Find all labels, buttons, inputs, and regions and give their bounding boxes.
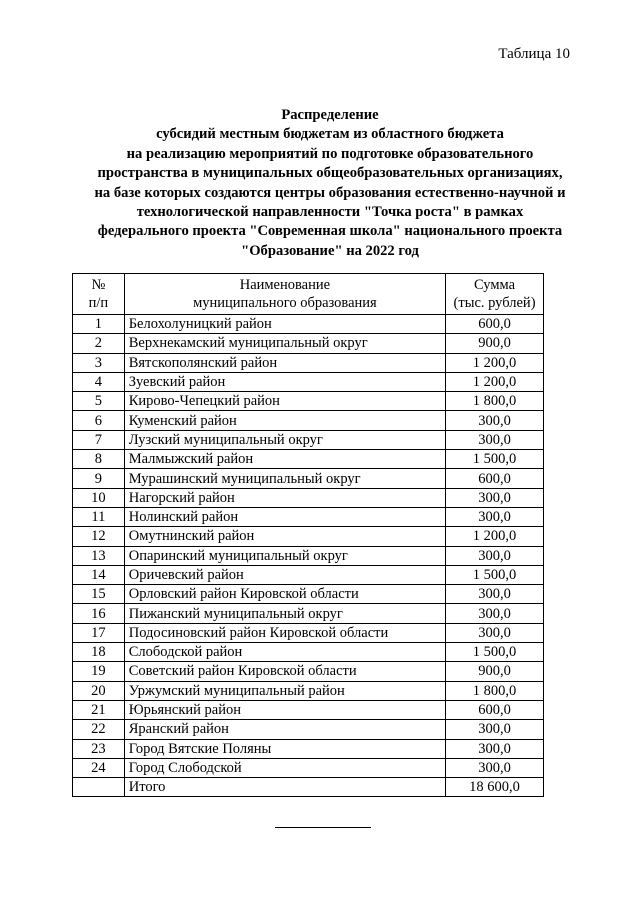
municipality-name-cell: Город Вятские Поляны: [124, 739, 445, 758]
subsidy-sum-cell: 1 500,0: [446, 450, 544, 469]
table-row: [73, 720, 544, 739]
row-number-cell: 14: [73, 565, 125, 584]
municipality-name-cell: Омутнинский район: [124, 527, 445, 546]
row-number-cell: 20: [73, 681, 125, 700]
table-row: [73, 430, 544, 449]
total-label-cell: Итого: [124, 778, 445, 797]
row-number-cell: 7: [73, 430, 125, 449]
municipality-name-cell: Малмыжский район: [124, 450, 445, 469]
title-line: технологической направленности "Точка роста" в рамках: [136, 204, 524, 221]
table-row: [73, 488, 544, 507]
table-row: [73, 469, 544, 488]
row-number-cell: 2: [73, 334, 125, 353]
table-row: [73, 546, 544, 565]
subsidy-sum-cell: 600,0: [446, 469, 544, 488]
table-number-label: Таблица 10: [498, 46, 570, 62]
municipality-name-cell: Слободской район: [124, 643, 445, 662]
title-line: субсидий местным бюджетам из областного бюджета: [156, 126, 504, 143]
table-row: [73, 565, 544, 584]
table-row: [73, 739, 544, 758]
total-sum-cell: 18 600,0: [446, 778, 544, 797]
subsidy-sum-cell: 1 500,0: [446, 643, 544, 662]
municipality-name-cell: Оричевский район: [124, 565, 445, 584]
column-header-number: № п/п: [73, 274, 125, 315]
subsidy-sum-cell: 900,0: [446, 662, 544, 681]
row-number-cell: 6: [73, 411, 125, 430]
subsidy-sum-cell: 1 200,0: [446, 372, 544, 391]
subsidy-sum-cell: 300,0: [446, 411, 544, 430]
column-header-name: Наименование муниципального образования: [124, 274, 445, 315]
row-number-cell: 10: [73, 488, 125, 507]
municipality-name-cell: Орловский район Кировской области: [124, 585, 445, 604]
table-row: [73, 604, 544, 623]
subsidy-sum-cell: 300,0: [446, 488, 544, 507]
municipality-name-cell: Город Слободской: [124, 758, 445, 777]
table-row: [73, 450, 544, 469]
subsidy-sum-cell: 300,0: [446, 739, 544, 758]
title-line: на базе которых создаются центры образования естественно-научной и: [94, 184, 566, 201]
table-total-row: [73, 778, 544, 797]
table-row: [73, 681, 544, 700]
subsidy-sum-cell: 300,0: [446, 430, 544, 449]
row-number-cell: 16: [73, 604, 125, 623]
table-row: [73, 372, 544, 391]
title-line: федерального проекта "Современная школа" национального проекта: [97, 223, 563, 240]
municipality-name-cell: Вятскополянский район: [124, 353, 445, 372]
municipality-name-cell: Нолинский район: [124, 507, 445, 526]
subsidy-sum-cell: 300,0: [446, 720, 544, 739]
municipality-name-cell: Куменский район: [124, 411, 445, 430]
table-row: [73, 585, 544, 604]
municipality-name-cell: Кирово-Чепецкий район: [124, 392, 445, 411]
total-number-cell: [73, 778, 125, 797]
subsidy-sum-cell: 1 800,0: [446, 681, 544, 700]
row-number-cell: 13: [73, 546, 125, 565]
row-number-cell: 23: [73, 739, 125, 758]
subsidy-sum-cell: 300,0: [446, 546, 544, 565]
subsidy-sum-cell: 300,0: [446, 507, 544, 526]
row-number-cell: 4: [73, 372, 125, 391]
municipality-name-cell: Мурашинский муниципальный округ: [124, 469, 445, 488]
municipality-name-cell: Юрьянский район: [124, 700, 445, 719]
row-number-cell: 9: [73, 469, 125, 488]
subsidy-distribution-table: [72, 273, 544, 797]
subsidy-sum-cell: 1 800,0: [446, 392, 544, 411]
row-number-cell: 22: [73, 720, 125, 739]
table-row: [73, 643, 544, 662]
municipality-name-cell: Лузский муниципальный округ: [124, 430, 445, 449]
subsidy-sum-cell: 1 500,0: [446, 565, 544, 584]
municipality-name-cell: Опаринский муниципальный округ: [124, 546, 445, 565]
subsidy-sum-cell: 1 200,0: [446, 353, 544, 372]
subsidy-sum-cell: 600,0: [446, 315, 544, 334]
row-number-cell: 5: [73, 392, 125, 411]
column-header-sum: Сумма (тыс. рублей): [446, 274, 544, 315]
municipality-name-cell: Яранский район: [124, 720, 445, 739]
table-row: [73, 700, 544, 719]
title-line: "Образование" на 2022 год: [241, 242, 419, 259]
row-number-cell: 19: [73, 662, 125, 681]
municipality-name-cell: Зуевский район: [124, 372, 445, 391]
row-number-cell: 1: [73, 315, 125, 334]
title-line: на реализацию мероприятий по подготовке образовательного: [126, 145, 534, 162]
municipality-name-cell: Верхнекамский муниципальный округ: [124, 334, 445, 353]
subsidy-sum-cell: 600,0: [446, 700, 544, 719]
row-number-cell: 24: [73, 758, 125, 777]
municipality-name-cell: Нагорский район: [124, 488, 445, 507]
table-row: [73, 334, 544, 353]
row-number-cell: 3: [73, 353, 125, 372]
subsidy-sum-cell: 300,0: [446, 604, 544, 623]
document-title: [60, 106, 600, 261]
row-number-cell: 21: [73, 700, 125, 719]
table-row: [73, 623, 544, 642]
subsidy-sum-cell: 300,0: [446, 585, 544, 604]
end-of-document-line: [275, 827, 371, 828]
row-number-cell: 8: [73, 450, 125, 469]
table-row: [73, 411, 544, 430]
table-header-row: [73, 274, 544, 315]
municipality-name-cell: Белохолуницкий район: [124, 315, 445, 334]
row-number-cell: 17: [73, 623, 125, 642]
table-body: [73, 315, 544, 778]
row-number-cell: 15: [73, 585, 125, 604]
table-row: [73, 392, 544, 411]
row-number-cell: 18: [73, 643, 125, 662]
row-number-cell: 12: [73, 527, 125, 546]
title-line: Распределение: [281, 107, 379, 123]
subsidy-sum-cell: 1 200,0: [446, 527, 544, 546]
table-row: [73, 527, 544, 546]
table-row: [73, 507, 544, 526]
municipality-name-cell: Уржумский муниципальный район: [124, 681, 445, 700]
title-line: пространства в муниципальных общеобразовательных организациях,: [97, 165, 563, 182]
municipality-name-cell: Пижанский муниципальный округ: [124, 604, 445, 623]
table-row: [73, 315, 544, 334]
subsidy-sum-cell: 300,0: [446, 758, 544, 777]
municipality-name-cell: Подосиновский район Кировской области: [124, 623, 445, 642]
table-row: [73, 662, 544, 681]
municipality-name-cell: Советский район Кировской области: [124, 662, 445, 681]
table-row: [73, 758, 544, 777]
subsidy-sum-cell: 900,0: [446, 334, 544, 353]
subsidy-sum-cell: 300,0: [446, 623, 544, 642]
table-row: [73, 353, 544, 372]
row-number-cell: 11: [73, 507, 125, 526]
